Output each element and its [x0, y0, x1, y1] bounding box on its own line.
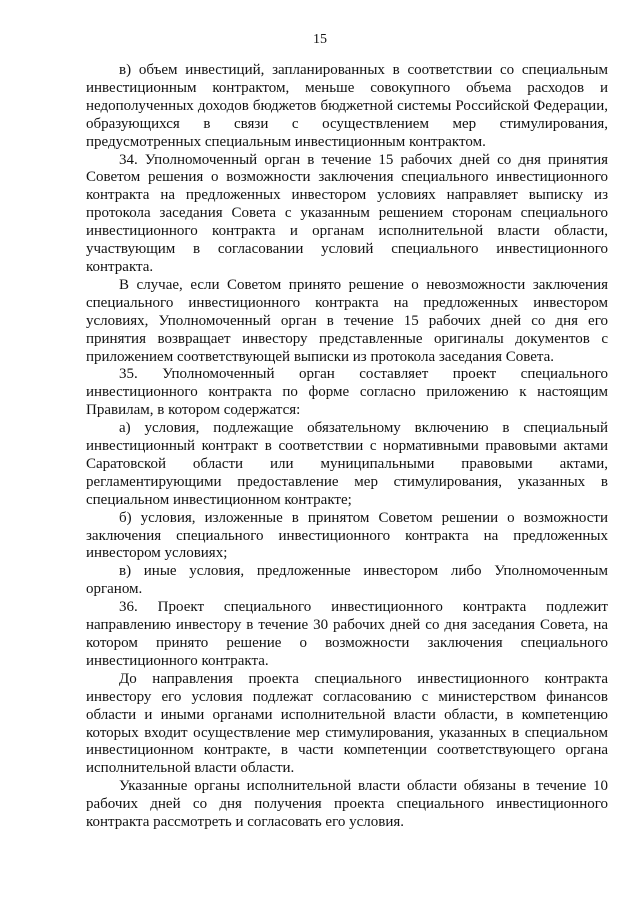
paragraph-item-34-refusal: В случае, если Советом принято решение о невозможности заключения специального инвестиционного контракта на предложенных инвестором условиях, Уполномоченный орган в течение 15 рабочих дней со дня его принятия возвращает инвестору представленные оригиналы документов с приложением соответствующей выписки из протокола заседания Совета.: [86, 276, 608, 365]
paragraph-item-35-b: б) условия, изложенные в принятом Советом решении о возможности заключения специального инвестиционного контракта на предложенных инвестором условиях;: [86, 509, 608, 562]
paragraph-clause-v-investment-volume: в) объем инвестиций, запланированных в соответствии со специальным инвестиционным контрактом, меньше совокупного объема расходов и недополученных доходов бюджетов бюджетной системы Российской Федерации, образующихся в связи с осуществлением мер стимулирования, предусмотренных специальным инвестиционным контрактом.: [86, 62, 608, 150]
paragraph-item-35: 35. Уполномоченный орган составляет проект специального инвестиционного контракта по форме согласно приложению к настоящим Правилам, в котором содержатся:: [86, 366, 608, 419]
document-body: [86, 62, 608, 832]
paragraph-item-36: 36. Проект специального инвестиционного контракта подлежит направлению инвестору в течение 30 рабочих дней со дня заседания Совета, на котором принято решение о возможности заключения специального инвестиционного контракта.: [86, 599, 608, 669]
paragraph-item-35-a: а) условия, подлежащие обязательному включению в специальный инвестиционный контракт в соответствии с нормативными правовыми актами Саратовской области или муниципальными правовыми актами, регламентирующими предоставление мер стимулирования, указанных в специальном инвестиционном контракте;: [86, 420, 608, 508]
paragraph-item-36-deadline: Указанные органы исполнительной власти области обязаны в течение 10 рабочих дней со дня получения проекта специального инвестиционного контракта рассмотреть и согласовать его условия.: [86, 778, 608, 831]
page-number: 15: [313, 32, 327, 47]
paragraph-item-34: 34. Уполномоченный орган в течение 15 рабочих дней со дня принятия Советом решения о возможности заключения специального инвестиционного контракта на предложенных инвестором условиях направляет выписку из протокола заседания Совета с указанным решением сторонам специального инвестиционного контракта и органам исполнительной власти области, участвующим в согласовании условий специального инвестиционного контракта.: [86, 151, 608, 275]
paragraph-item-35-v: в) иные условия, предложенные инвестором либо Уполномоченным органом.: [86, 563, 608, 598]
paragraph-item-36-approval: До направления проекта специального инвестиционного контракта инвестору его условия подлежат согласованию с министерством финансов области и иными органами исполнительной власти области, в компетенцию которых входит осуществление мер стимулирования, указанных в специальном инвестиционном контракте, в части компетенции соответствующего органа исполнительной власти области.: [86, 670, 608, 777]
